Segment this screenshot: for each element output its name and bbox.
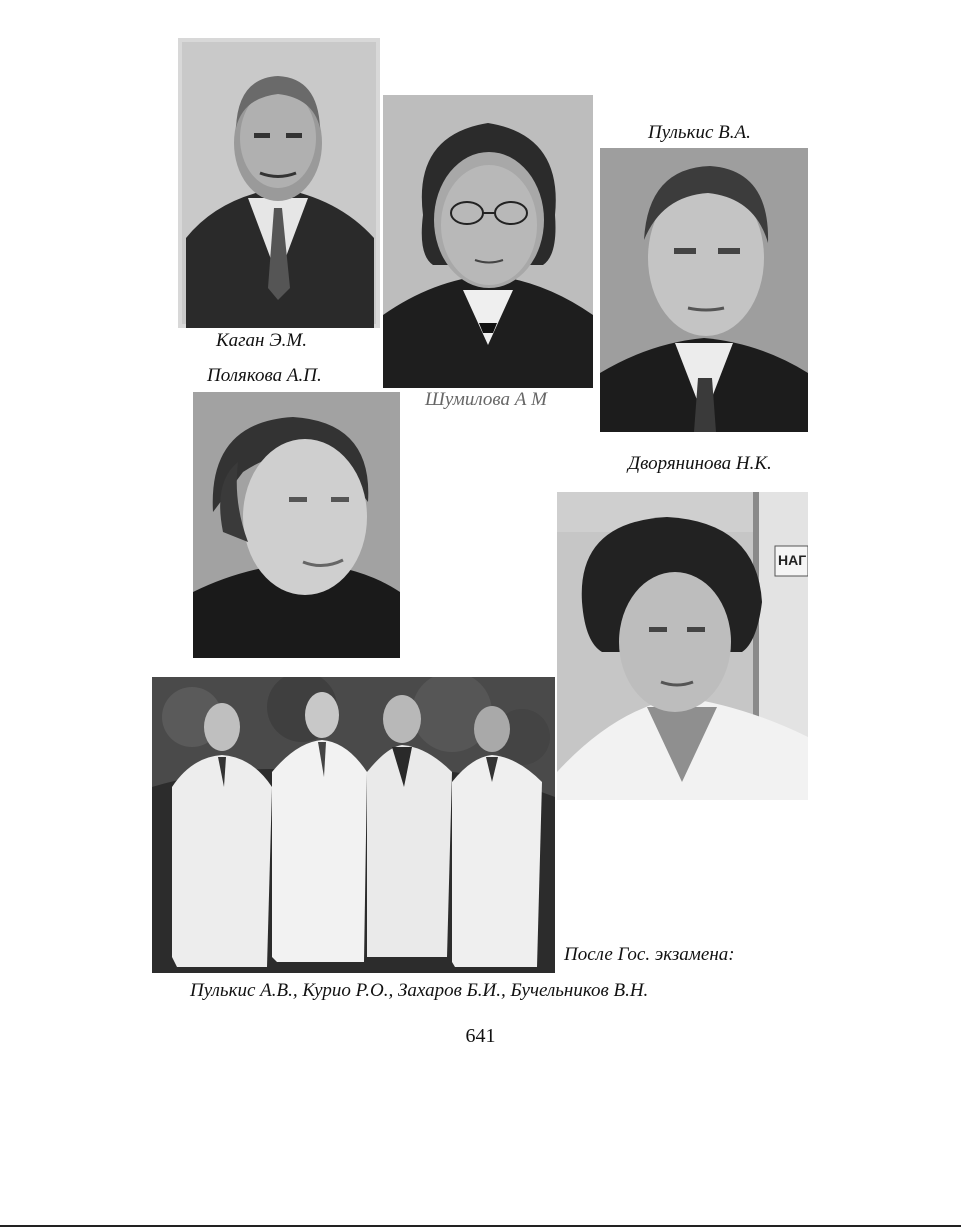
caption-dvoryaninova: Дворянинова Н.К.	[628, 453, 772, 474]
portrait-polyakova	[193, 392, 400, 658]
page-bottom-border	[0, 1225, 961, 1227]
caption-shumilova: Шумилова А М	[425, 389, 547, 410]
page-number: 641	[465, 1025, 496, 1047]
sign-fragment: НАГ	[778, 552, 807, 568]
caption-group-names: Пулькис А.В., Курио Р.О., Захаров Б.И., Бучельников В.Н.	[190, 980, 649, 1001]
caption-group-title: После Гос. экзамена:	[564, 944, 735, 965]
portrait-pulkis-va	[600, 148, 808, 432]
portrait-shumilova	[383, 95, 593, 388]
group-photo	[152, 677, 555, 973]
portrait-kagan	[178, 38, 380, 328]
caption-kagan: Каган Э.М.	[216, 330, 307, 351]
portrait-dvoryaninova	[557, 492, 808, 800]
caption-polyakova: Полякова А.П.	[207, 365, 322, 386]
caption-pulkis-va: Пулькис В.А.	[648, 122, 751, 143]
